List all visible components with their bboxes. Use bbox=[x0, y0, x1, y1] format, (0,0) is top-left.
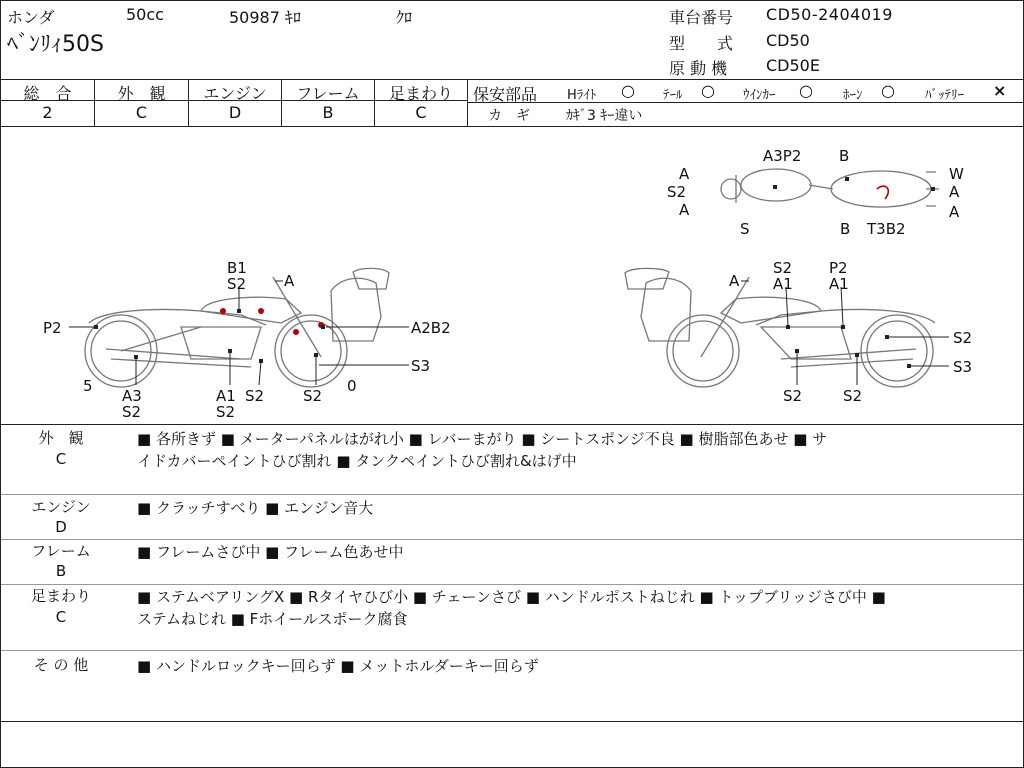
safety-mark-horn: ○ bbox=[881, 81, 895, 100]
safety-mark-winker: ○ bbox=[799, 81, 813, 100]
remark-grade-suspension: C bbox=[55, 608, 67, 626]
label-top-8: A bbox=[679, 201, 690, 219]
frame-no: CD50-2404019 bbox=[766, 5, 893, 24]
engine-label: 原 動 機 bbox=[669, 59, 728, 78]
label-right-9: S2 bbox=[843, 387, 863, 405]
remark-text-engine-1: ■ クラッチすべり ■ エンジン音大 bbox=[137, 499, 374, 517]
remark-label-engine: エンジン bbox=[31, 498, 91, 516]
label-right-8: S2 bbox=[783, 387, 803, 405]
divider bbox=[1, 79, 1023, 80]
divider bbox=[1, 650, 1023, 651]
remark-grade-frame: B bbox=[55, 562, 67, 580]
safety-mark-tail: ○ bbox=[701, 81, 715, 100]
divider bbox=[1, 539, 1023, 540]
remark-text-frame-1: ■ フレームさび中 ■ フレーム色あせ中 bbox=[137, 543, 404, 561]
type-label: 型 式 bbox=[669, 34, 734, 53]
label-right-4: P2 bbox=[829, 259, 848, 277]
displacement: 50cc bbox=[126, 5, 164, 24]
label-top-10: B bbox=[840, 220, 851, 238]
key-value: ｶｷﾞ3 ｷｰ違い bbox=[566, 108, 643, 124]
remark-text-suspension-2: ステムねじれ ■ Fホイールスポーク腐食 bbox=[137, 610, 408, 628]
label-left-13: S2 bbox=[303, 387, 323, 405]
grade-label-overall: 総 合 bbox=[23, 84, 72, 103]
remark-label-suspension: 足まわり bbox=[30, 587, 91, 605]
label-top-11: T3B2 bbox=[867, 220, 906, 238]
divider bbox=[467, 79, 468, 126]
diagram-labels bbox=[43, 147, 972, 421]
label-right-2: S2 bbox=[773, 259, 793, 277]
label-top-7: S2 bbox=[667, 183, 687, 201]
label-left-14: 0 bbox=[347, 377, 357, 395]
divider bbox=[1, 424, 1023, 425]
label-left-12: S2 bbox=[245, 387, 265, 405]
label-left-4: P2 bbox=[43, 319, 62, 337]
engine-value: CD50E bbox=[766, 56, 820, 75]
key-label: カ ギ bbox=[488, 108, 530, 124]
label-top-1: A3P2 bbox=[763, 147, 802, 165]
label-top-5: A bbox=[949, 203, 960, 221]
color: ｸﾛ bbox=[396, 8, 413, 27]
label-left-9: S2 bbox=[122, 403, 142, 421]
label-right-6: S2 bbox=[953, 329, 973, 347]
grade-label-frame: フレーム bbox=[296, 84, 360, 103]
grade-label-exterior: 外 観 bbox=[117, 84, 166, 103]
safety-mark-battery: × bbox=[993, 81, 1007, 100]
remark-label-frame: フレーム bbox=[31, 542, 91, 560]
remark-label-exterior: 外 観 bbox=[38, 429, 84, 447]
remark-text-exterior-2: イドカバーペイントひび割れ ■ タンクペイントひび割れ&はげ中 bbox=[137, 452, 577, 470]
mileage: 50987 ｷﾛ bbox=[229, 8, 301, 27]
divider bbox=[1, 584, 1023, 585]
motorcycle-top-view-drawing bbox=[721, 169, 939, 207]
safety-item-horn: ﾎｰﾝ bbox=[843, 88, 863, 103]
grade-value-exterior: C bbox=[135, 103, 148, 122]
label-top-3: W bbox=[949, 165, 964, 183]
grade-value-frame: B bbox=[322, 103, 334, 122]
label-right-7: S3 bbox=[953, 358, 973, 376]
grade-value-engine: D bbox=[228, 103, 242, 122]
leader-lines bbox=[69, 281, 949, 385]
grade-label-engine: エンジン bbox=[203, 84, 267, 103]
safety-mark-headlight: ○ bbox=[621, 81, 635, 100]
remark-grade-exterior: C bbox=[55, 450, 67, 468]
maker: ホンダ bbox=[7, 8, 55, 27]
divider bbox=[1, 494, 1023, 495]
label-left-5: A2B2 bbox=[411, 319, 451, 337]
grade-label-suspension: 足まわり bbox=[388, 84, 453, 103]
safety-item-winker: ｳｲﾝｶｰ bbox=[743, 88, 776, 103]
safety-item-battery: ﾊﾞｯﾃﾘｰ bbox=[925, 88, 964, 103]
label-left-11: S2 bbox=[216, 403, 236, 421]
type-value: CD50 bbox=[766, 31, 810, 50]
remark-text-exterior-1: ■ 各所きず ■ メーターパネルはがれ小 ■ レバーまがり ■ シートスポンジ不良 ■ 樹脂部色あせ ■ サ bbox=[137, 430, 828, 448]
label-top-2: B bbox=[839, 147, 850, 165]
remark-text-suspension-1: ■ ステムベアリングX ■ Rタイヤひび小 ■ チェーンさび ■ ハンドルポストねじれ ■ トップブリッジさび中 ■ bbox=[137, 588, 886, 606]
grade-value-suspension: C bbox=[415, 103, 427, 122]
label-top-6: A bbox=[679, 165, 690, 183]
label-left-7: 5 bbox=[83, 377, 93, 395]
label-top-9: S bbox=[740, 220, 750, 238]
label-left-10: A1 bbox=[216, 387, 236, 405]
damage-diagram bbox=[1, 127, 1023, 423]
model-name: ﾍﾞﾝﾘｨ50S bbox=[7, 32, 104, 57]
label-left-1: B1 bbox=[227, 259, 247, 277]
label-right-3: A1 bbox=[773, 275, 793, 293]
label-left-3: A bbox=[284, 272, 295, 290]
safety-item-tail: ﾃｰﾙ bbox=[663, 88, 683, 103]
divider bbox=[1, 721, 1023, 722]
label-right-1: A bbox=[729, 272, 740, 290]
label-top-4: A bbox=[949, 183, 960, 201]
label-left-8: A3 bbox=[122, 387, 142, 405]
label-left-6: S3 bbox=[411, 357, 431, 375]
safety-label: 保安部品 bbox=[473, 85, 538, 104]
grade-value-overall: 2 bbox=[42, 103, 53, 122]
remark-label-other: そ の 他 bbox=[33, 656, 89, 674]
remark-grade-engine: D bbox=[55, 518, 67, 536]
remark-text-other-1: ■ ハンドルロックキー回らず ■ メットホルダーキー回らず bbox=[137, 657, 539, 675]
safety-item-headlight: Hﾗｲﾄ bbox=[567, 88, 597, 103]
frame-no-label: 車台番号 bbox=[669, 8, 734, 27]
label-right-5: A1 bbox=[829, 275, 849, 293]
point-markers bbox=[94, 177, 935, 368]
label-left-2: S2 bbox=[227, 275, 247, 293]
